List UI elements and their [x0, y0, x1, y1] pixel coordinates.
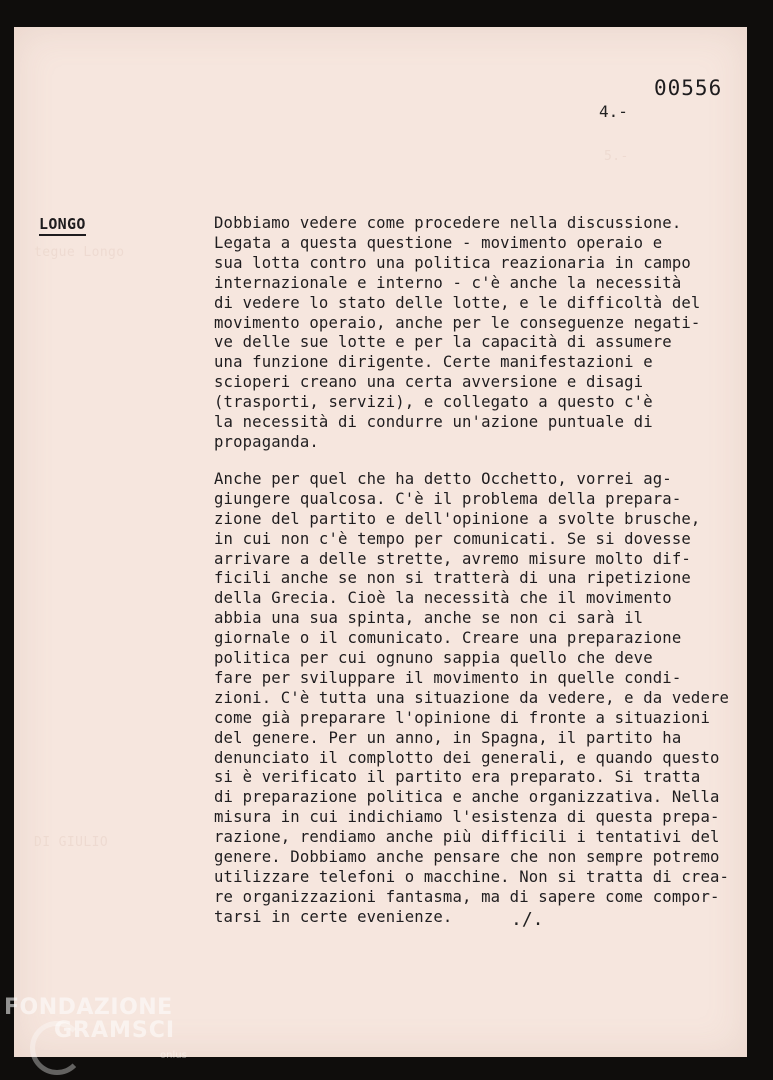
- text-line: tarsi in certe evenienze.: [214, 907, 453, 926]
- text-line: sua lotta contro una politica reazionaria in campo: [214, 253, 691, 272]
- text-line: internazionale e interno - c'è anche la necessità: [214, 273, 682, 292]
- text-line: una funzione dirigente. Certe manifestazioni e: [214, 353, 653, 372]
- text-line: re organizzazioni fantasma, ma di sapere come compor-: [214, 887, 720, 906]
- page-number: 4.-: [599, 102, 628, 121]
- text-line: genere. Dobbiamo anche pensare che non sempre potremo: [214, 848, 720, 867]
- text-line: del genere. Per un anno, in Spagna, il partito ha: [214, 728, 682, 747]
- text-line: zione del partito e dell'opinione a svolte brusche,: [214, 509, 701, 528]
- text-line: abbia una sua spinta, anche se non ci sarà il: [214, 609, 644, 628]
- text-line: giornale o il comunicato. Creare una preparazione: [214, 629, 682, 648]
- text-line: giungere qualcosa. C'è il problema della prepara-: [214, 489, 682, 508]
- text-line: come già preparare l'opinione di fronte a situazioni: [214, 708, 710, 727]
- bleed-through-text: DI GIULIO: [34, 835, 109, 850]
- text-line: Legata a questa questione - movimento operaio e: [214, 233, 663, 252]
- text-line: Anche per quel che ha detto Occhetto, vorrei ag-: [214, 469, 672, 488]
- text-line: scioperi creano una certa avversione e disagi: [214, 373, 644, 392]
- text-line: zioni. C'è tutta una situazione da vedere, e da vedere: [214, 688, 730, 707]
- text-line: Dobbiamo vedere come procedere nella discussione.: [214, 214, 682, 232]
- text-line: in cui non c'è tempo per comunicati. Se si dovesse: [214, 529, 691, 548]
- text-line: denunciato il complotto dei generali, e quando questo: [214, 748, 720, 767]
- text-line: utilizzare telefoni o macchine. Non si tratta di crea-: [214, 868, 730, 886]
- text-line: fare per sviluppare il movimento in quelle condi-: [214, 668, 682, 687]
- document-number: 00556: [654, 76, 723, 100]
- paragraph-1: [214, 214, 734, 453]
- text-line: ve delle sue lotte e per la capacità di assumere: [214, 333, 672, 352]
- text-line: (trasporti, servizi), e collegato a questo c'è: [214, 393, 653, 412]
- text-line: propaganda.: [214, 432, 319, 451]
- speaker-name: LONGO: [39, 215, 86, 236]
- text-line: si è verificato il partito era preparato. Si tratta: [214, 768, 701, 787]
- text-line: politica per cui ognuno sappia quello che deve: [214, 649, 653, 668]
- continuation-mark: ./.: [511, 909, 544, 930]
- text-line: movimento operaio, anche per le conseguenze negati-: [214, 313, 701, 332]
- text-line: della Grecia. Cioè la necessità che il movimento: [214, 589, 672, 608]
- watermark: [4, 995, 175, 1043]
- text-line: ficili anche se non si tratterà di una ripetizione: [214, 569, 691, 588]
- text-line: razione, rendiamo anche più difficili i tentativi del: [214, 828, 720, 847]
- text-line: la necessità di condurre un'azione puntuale di: [214, 413, 653, 432]
- text-line: arrivare a delle strette, avremo misure molto dif-: [214, 549, 691, 568]
- watermark-sub: onlus: [160, 1050, 187, 1061]
- transcript-body: [214, 214, 734, 945]
- watermark-line-2: GRAMSCI: [54, 1018, 176, 1043]
- text-line: misura in cui indichiamo l'esistenza di questa prepa-: [214, 808, 720, 827]
- bleed-through-text: tegue Longo: [34, 245, 125, 260]
- paragraph-2: [214, 470, 734, 928]
- document-page: [14, 27, 747, 1057]
- text-line: di preparazione politica e anche organizzativa. Nella: [214, 788, 720, 807]
- bleed-through-text: 5.-: [604, 149, 629, 164]
- watermark-line-1: FONDAZIONE: [4, 995, 173, 1020]
- text-line: di vedere lo stato delle lotte, e le difficoltà del: [214, 293, 701, 312]
